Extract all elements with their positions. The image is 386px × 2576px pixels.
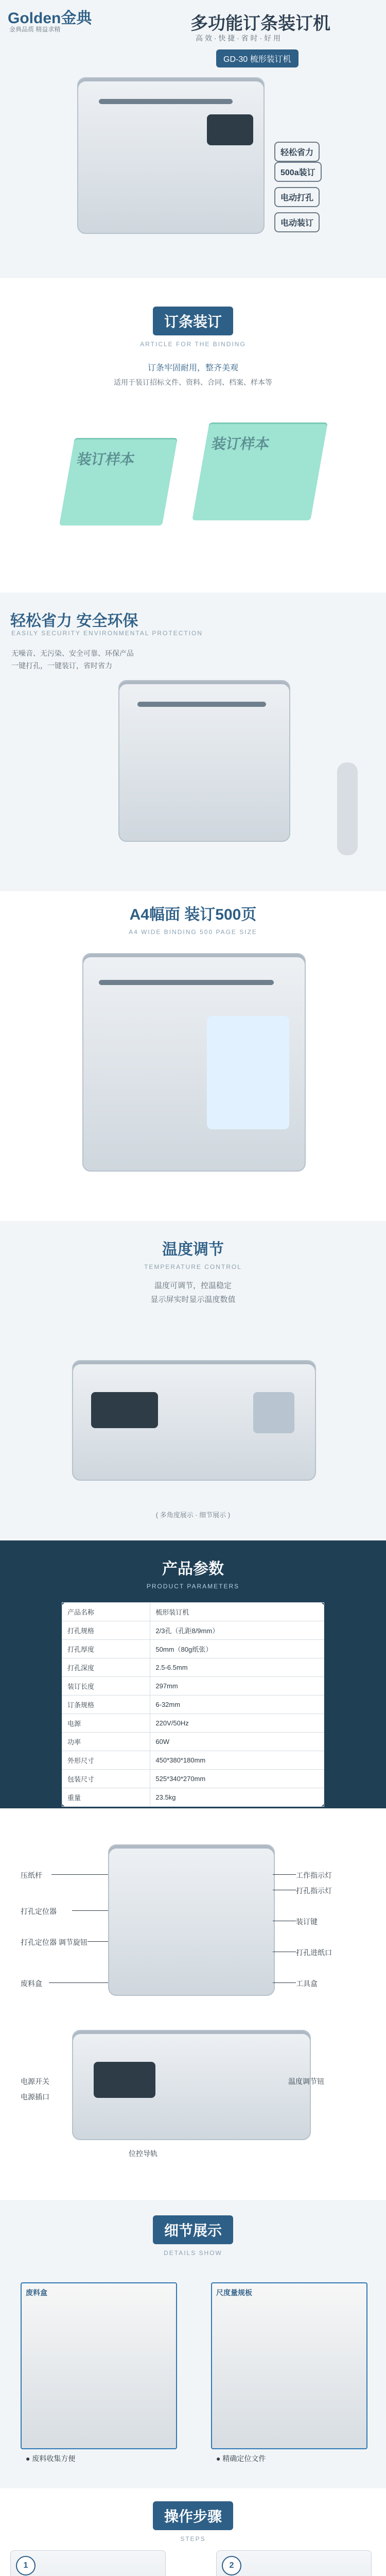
- section-title: 轻松省力 安全环保: [10, 613, 138, 630]
- machine-a4: [82, 953, 306, 1172]
- param-value: 2.5-6.5mm: [150, 1658, 324, 1677]
- feature-chip: 电动打孔: [274, 187, 320, 207]
- hero-title: 多功能订条装订机: [190, 14, 330, 33]
- section-subcaption: EASILY SECURITY ENVIRONMENTAL PROTECTION: [11, 630, 203, 637]
- params-row: [62, 1751, 324, 1770]
- part-label: 打孔定位器: [21, 1907, 57, 1916]
- steps-badge: 操作步骤: [153, 2501, 233, 2530]
- part-label: 打孔进纸口: [296, 1948, 332, 1957]
- bound-book-2: 装订样本: [192, 422, 328, 520]
- part-label: 打孔指示灯: [296, 1887, 332, 1895]
- part-label: 工具盒: [296, 1979, 318, 1988]
- params-row: [62, 1621, 324, 1640]
- params-row: [62, 1696, 324, 1714]
- part-label: 电源开关: [21, 2077, 49, 2086]
- part-label: 压纸杆: [21, 1871, 42, 1879]
- section-title: A4幅面 装订500页: [129, 906, 257, 923]
- section-safety: [0, 592, 386, 891]
- section-text-2: 适用于装订招标文件、资料、合同、档案、样本等: [114, 378, 272, 386]
- machine-hero: [77, 77, 265, 234]
- params-card: [62, 1602, 324, 1807]
- param-value: 23.5kg: [150, 1788, 324, 1807]
- gallery-caption: ( 多角度展示 · 细节展示 ): [155, 1511, 231, 1519]
- section-a4: [0, 891, 386, 1221]
- model-tag: GD-30 梳形装订机: [216, 49, 299, 67]
- param-key: 产品名称: [62, 1603, 150, 1621]
- section-text-2: 一键打孔，一键装订，省时省力: [11, 662, 112, 670]
- machine-front: [72, 1360, 316, 1481]
- tool-image: [337, 762, 358, 855]
- part-label: 电源插口: [21, 2093, 49, 2101]
- params-row: [62, 1640, 324, 1658]
- hero-section: [0, 0, 386, 278]
- param-key: 打孔深度: [62, 1658, 150, 1677]
- param-key: 重量: [62, 1788, 150, 1807]
- section-subcaption: ARTICLE FOR THE BINDING: [140, 341, 246, 348]
- part-label: 打孔定位器 调节旋钮: [21, 1938, 87, 1946]
- param-key: 外形尺寸: [62, 1751, 150, 1770]
- param-value: 2/3孔（孔距8/9mm）: [150, 1621, 324, 1640]
- brand-tagline: 金典品质 精益求精: [9, 26, 61, 33]
- bound-book-1: 装订样本: [59, 438, 178, 526]
- param-value: 6-32mm: [150, 1696, 324, 1714]
- params-row: [62, 1658, 324, 1677]
- parts-machine-back: [72, 2030, 311, 2140]
- leader-line: [51, 1874, 108, 1875]
- details-subcaption: DETAILS SHOW: [164, 2249, 222, 2257]
- details-badge: 细节展示: [153, 2215, 233, 2244]
- param-key: 装订长度: [62, 1677, 150, 1696]
- steps-subcaption: STEPS: [180, 2535, 206, 2543]
- params-row: [62, 1733, 324, 1751]
- brand-logo: Golden金典: [8, 10, 92, 27]
- part-label: 废料盒: [21, 1979, 42, 1988]
- param-value: 297mm: [150, 1677, 324, 1696]
- param-key: 打孔规格: [62, 1621, 150, 1640]
- params-section: [0, 1540, 386, 1808]
- leader-line: [273, 1874, 296, 1875]
- param-value: 450*380*180mm: [150, 1751, 324, 1770]
- feature-chips: [270, 142, 378, 232]
- section-subcaption: TEMPERATURE CONTROL: [144, 1263, 242, 1270]
- leader-line: [72, 1910, 108, 1911]
- step-number: 2: [222, 2556, 241, 2575]
- step-card-2: [216, 2550, 372, 2576]
- param-value: 梳形装订机: [150, 1603, 324, 1621]
- part-label: 装订键: [296, 1918, 318, 1926]
- part-label: 位控导轨: [129, 2149, 157, 2158]
- params-table: [62, 1602, 324, 1807]
- param-value: 50mm（80g纸张）: [150, 1640, 324, 1658]
- param-value: 220V/50Hz: [150, 1714, 324, 1733]
- params-row: [62, 1603, 324, 1621]
- section-subcaption: A4 WIDE BINDING 500 PAGE SIZE: [129, 928, 257, 936]
- section-text-1: 订条牢固耐用，整齐美观: [147, 364, 238, 372]
- params-row: [62, 1770, 324, 1788]
- feature-chip: 轻松省力: [274, 142, 320, 162]
- detail-caption-1: ● 废料收集方便: [26, 2454, 76, 2463]
- param-key: 订条规格: [62, 1696, 150, 1714]
- part-label: 工作指示灯: [296, 1871, 332, 1879]
- section-text-1: 温度可调节，控温稳定: [154, 1281, 232, 1290]
- section-text-1: 无噪音、无污染、安全可靠、环保产品: [11, 649, 134, 657]
- detail-photo-2: [211, 2282, 367, 2449]
- params-row: [62, 1677, 324, 1696]
- detail-title-2: 尺度量规板: [216, 2289, 252, 2297]
- param-value: 525*340*270mm: [150, 1770, 324, 1788]
- steps-section: [0, 2488, 386, 2576]
- details-section: [0, 2200, 386, 2488]
- params-title: 产品参数: [162, 1561, 224, 1578]
- section-binding: [0, 278, 386, 592]
- param-key: 打孔厚度: [62, 1640, 150, 1658]
- leader-line: [49, 1982, 108, 1983]
- parts-section: [0, 1808, 386, 2200]
- section-title: 温度调节: [162, 1241, 224, 1258]
- param-key: 电源: [62, 1714, 150, 1733]
- leader-line: [273, 1982, 296, 1983]
- detail-photo-1: [21, 2282, 177, 2449]
- step-card-1: [10, 2550, 166, 2576]
- param-key: 功率: [62, 1733, 150, 1751]
- machine-angle: [118, 680, 290, 842]
- detail-title-1: 废料盒: [26, 2289, 47, 2297]
- feature-chip: 500a装订: [274, 162, 322, 182]
- section-badge: 订条装订: [153, 307, 233, 335]
- params-row: [62, 1714, 324, 1733]
- step-number: 1: [16, 2556, 36, 2575]
- params-subcaption: PRODUCT PARAMETERS: [146, 1583, 240, 1590]
- params-row: [62, 1788, 324, 1807]
- detail-caption-2: ● 精确定位文件: [216, 2454, 266, 2463]
- param-key: 包装尺寸: [62, 1770, 150, 1788]
- feature-chip: 电动装订: [274, 212, 320, 232]
- param-value: 60W: [150, 1733, 324, 1751]
- leader-line: [87, 1941, 108, 1942]
- part-label: 温度调节钮: [288, 2077, 324, 2086]
- parts-machine-top: [108, 1844, 275, 1996]
- hero-subtitle: 高 效 · 快 捷 · 省 时 · 好 用: [196, 34, 280, 42]
- section-temperature: [0, 1221, 386, 1540]
- section-text-2: 显示屏实时显示温度数值: [150, 1295, 236, 1304]
